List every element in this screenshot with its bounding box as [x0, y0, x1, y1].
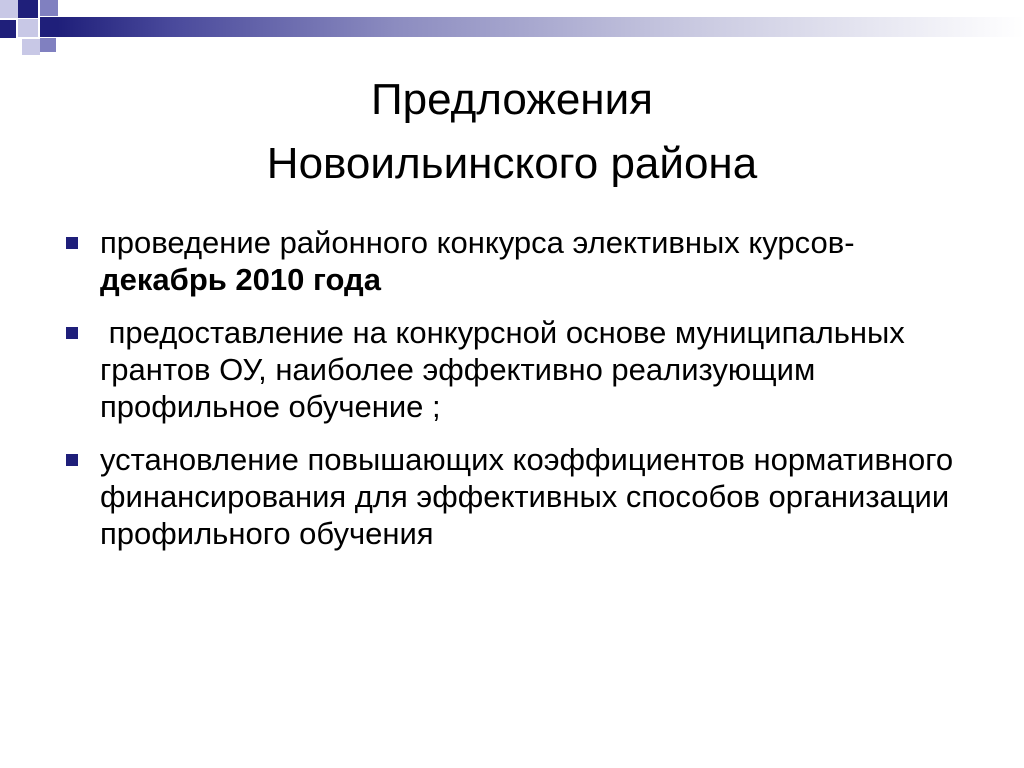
decor-square — [22, 39, 40, 55]
decor-square — [40, 17, 58, 37]
header-decoration — [0, 0, 1024, 56]
header-gradient-bar — [58, 17, 1024, 37]
square-bullet-icon — [66, 327, 78, 339]
square-bullet-icon — [66, 237, 78, 249]
decor-square — [0, 20, 16, 38]
decor-square — [18, 19, 38, 37]
bullet-text: проведение районного конкурса элективных курсов- — [100, 225, 855, 260]
bullet-text: установление повышающих коэффициентов нормативного финансирования для эффективных способов организации профильного обучения — [100, 442, 954, 551]
slide-title-line: Предложения — [370, 75, 654, 124]
decor-square — [40, 38, 56, 52]
decor-square — [40, 0, 58, 16]
slide-title — [0, 68, 1024, 196]
bullet-item — [64, 314, 964, 425]
bullet-bold-text: декабрь 2010 года — [100, 262, 381, 297]
bullet-list — [64, 224, 964, 568]
bullet-text: предоставление на конкурсной основе муниципальных грантов ОУ, наиболее эффективно реализующим профильное обучение ; — [100, 315, 922, 424]
bullet-item — [64, 224, 964, 298]
decor-square — [18, 0, 38, 18]
square-bullet-icon — [66, 454, 78, 466]
bullet-item — [64, 441, 964, 552]
slide-title-line: Новоильинского района — [266, 139, 758, 188]
decor-square — [0, 0, 18, 18]
